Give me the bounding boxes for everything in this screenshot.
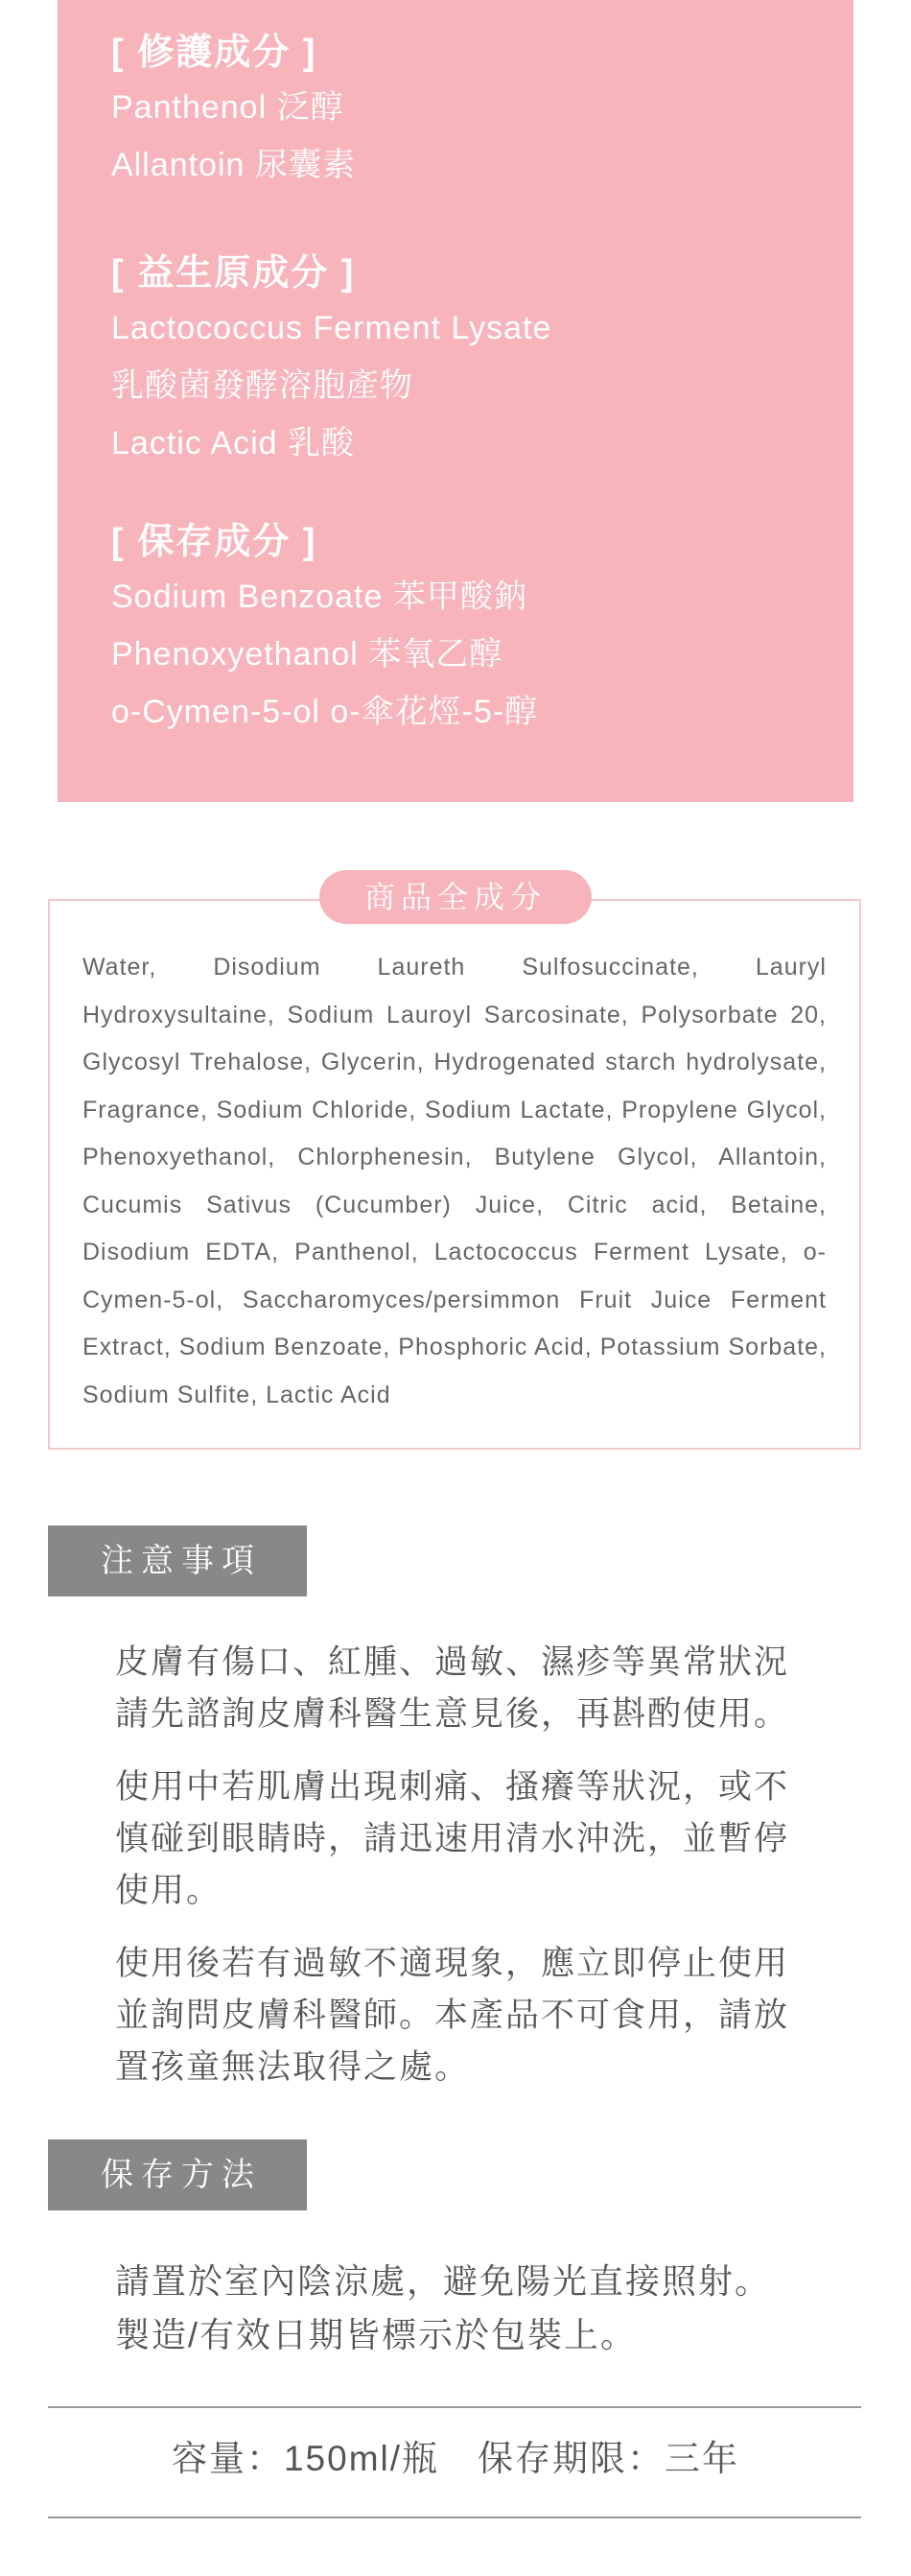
- ingredient-item: Allantoin 尿囊素: [111, 147, 356, 183]
- section-heading: [ 益生原成分 ]: [111, 253, 356, 294]
- storage-paragraph: 請置於室內陰涼處，避免陽光直接照射。製造/有效日期皆標示於包裝上。: [115, 2261, 772, 2354]
- caution-paragraph: 皮膚有傷口、紅腫、過敏、濕疹等異常狀況請先諮詢皮膚科醫生意見後，再斟酌使用。: [115, 1643, 790, 1733]
- shelf-life-text: 保存期限：三年: [478, 2439, 740, 2478]
- ingredient-item: Lactococcus Ferment Lysate: [111, 310, 552, 346]
- product-spec-line: [0, 2429, 911, 2481]
- ingredient-item: Panthenol 泛醇: [111, 89, 344, 126]
- ingredient-item: 乳酸菌發酵溶胞產物: [111, 367, 413, 404]
- ingredient-item: Lactic Acid 乳酸: [111, 425, 355, 461]
- caution-paragraph: 使用後若有過敏不適現象，應立即停止使用並詢問皮膚科醫師。本產品不可食用，請放置孩童無法取得之處。: [115, 1945, 790, 2086]
- cautions-title: 注意事項: [48, 1525, 307, 1596]
- ingredient-item: Sodium Benzoate 苯甲酸鈉: [111, 579, 527, 615]
- section-heading: [ 修護成分 ]: [111, 33, 317, 73]
- repair-ingredients: [111, 27, 356, 194]
- divider: [48, 2406, 861, 2408]
- prebiotic-ingredients: [111, 248, 551, 472]
- divider: [48, 2517, 861, 2518]
- section-heading: [ 保存成分 ]: [111, 522, 317, 562]
- full-ingredients-list: Water, Disodium Laureth Sulfosuccinate, Lauryl Hydroxysultaine, Sodium Lauroyl Sarcosinate, Polysorbate 20, Glycosyl Trehalose, Glycerin, Hydrogenated starch hydrolysate, Fragrance, Sodium Chloride, Sodium Lactate, Propylene Glycol, Phenoxyethanol, Chlorphenesin, Butylene Glycol, Allantoin, Cucumis Sativus (Cucumber) Juice, Citric acid, Betaine, Disodium EDTA, Panthenol, Lactococcus Ferment Lysate, o-Cymen-5-ol, Saccharomyces/persimmon Fruit Juice Ferment Extract, Sodium Benzoate, Phosphoric Acid, Potassium Sorbate, Sodium Sulfite, Lactic Acid: [82, 954, 827, 1408]
- volume-text: 容量：150ml/瓶: [171, 2439, 440, 2478]
- caution-paragraph: 使用中若肌膚出現刺痛、搔癢等狀況，或不慎碰到眼睛時，請迅速用清水沖洗，並暫停使用。: [115, 1768, 790, 1909]
- storage-title: 保存方法: [48, 2139, 307, 2210]
- ingredient-item: Phenoxyethanol 苯氧乙醇: [111, 636, 503, 673]
- ingredient-item: o-Cymen-5-ol o-傘花烴-5-醇: [111, 694, 539, 730]
- preservative-ingredients: [111, 516, 538, 741]
- full-ingredients-title: 商品全成分: [319, 870, 592, 924]
- ingredient-highlight-panel: [58, 0, 853, 802]
